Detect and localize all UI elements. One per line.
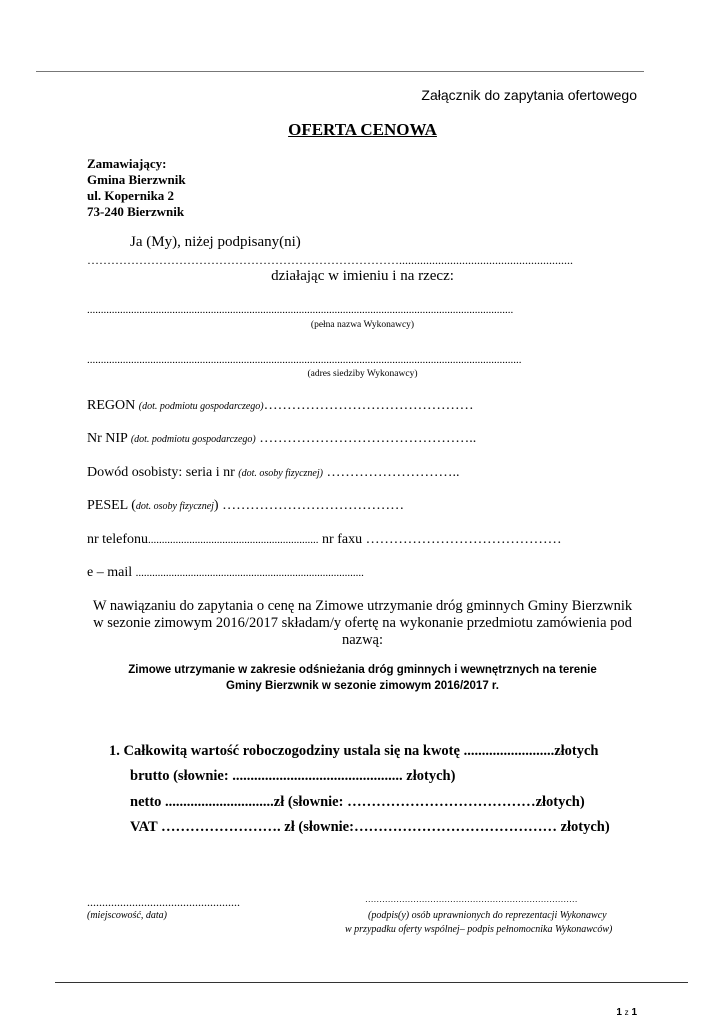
- nip-input[interactable]: ………………………………………..: [259, 431, 477, 446]
- signature-caption-1: (podpis(y) osób uprawnionych do reprezentacji Wykonawcy: [368, 910, 607, 921]
- signature-caption-2: w przypadku oferty wspólnej– podpis pełnomocnika Wykonawców): [345, 924, 613, 935]
- place-date-field[interactable]: ...................................................: [87, 895, 240, 909]
- id-label: Dowód osobisty: seria i nr: [87, 465, 235, 480]
- email-label: e – mail: [87, 565, 133, 580]
- page-current: 1: [616, 1007, 622, 1018]
- phone-input[interactable]: ..............................................................: [148, 534, 319, 546]
- regon-row: [87, 398, 474, 414]
- buyer-name: Gmina Bierzwnik: [87, 172, 186, 187]
- nip-label: Nr NIP: [87, 431, 128, 446]
- id-input[interactable]: ………………………..: [326, 465, 460, 480]
- regon-label: REGON: [87, 398, 136, 413]
- pricing-item-1[interactable]: 1. Całkowitą wartość roboczogodziny ustala się na kwotę .........................złotych: [109, 743, 599, 759]
- attachment-note: Załącznik do zapytania ofertowego: [421, 87, 637, 103]
- regon-note: (dot. podmiotu gospodarczego): [138, 401, 264, 412]
- id-row: [87, 465, 459, 481]
- subject-line-2: Gminy Bierzwnik w sezonie zimowym 2016/2017 r.: [226, 680, 499, 692]
- fax-label: nr faxu: [322, 532, 363, 547]
- document-title: OFERTA CENOWA: [288, 120, 437, 139]
- contractor-name-caption: (pełna nazwa Wykonawcy): [310, 320, 415, 330]
- page-number: [616, 1007, 637, 1018]
- contractor-name-field[interactable]: ...........................................................................................................................................................: [87, 304, 514, 316]
- page-total: 1: [631, 1007, 637, 1018]
- pesel-note: dot. osoby fizycznej: [135, 501, 214, 512]
- pesel-input[interactable]: …………………………………: [222, 498, 405, 513]
- signature-field[interactable]: …………………………………………………………………: [365, 894, 578, 904]
- pricing-item-3[interactable]: netto ..............................zł (słownie: …………………………………złotych): [130, 794, 585, 810]
- pricing-item-4[interactable]: VAT ……………………. zł (słownie:…………………………………… złotych): [130, 819, 610, 835]
- email-row: [87, 565, 364, 581]
- pesel-close: ): [213, 498, 219, 513]
- declaration-intro: Ja (My), niżej podpisany(ni): [130, 234, 301, 250]
- email-input[interactable]: ...................................................................................: [135, 567, 364, 579]
- contractor-address-caption: (adres siedziby Wykonawcy): [307, 369, 418, 379]
- buyer-city: 73-240 Bierzwnik: [87, 204, 185, 219]
- subject-line-1: Zimowe utrzymanie w zakresie odśnieżania dróg gminnych i wewnętrznych na terenie: [128, 664, 597, 676]
- reference-line-2: w sezonie zimowym 2016/2017 składam/y ofertę na wykonanie przedmiotu zamówienia pod: [93, 615, 632, 631]
- nip-note: (dot. podmiotu gospodarczego): [130, 434, 256, 445]
- acting-on-behalf: działając w imieniu i na rzecz:: [271, 268, 454, 284]
- pricing-item-2[interactable]: brutto (słownie: ............................................... złotych): [130, 768, 456, 784]
- phone-fax-row: [87, 532, 562, 548]
- header-rule: [36, 71, 644, 72]
- nip-row: [87, 431, 476, 447]
- pesel-label: PESEL (: [87, 498, 136, 513]
- reference-line-1: W nawiązaniu do zapytania o cenę na Zimowe utrzymanie dróg gminnych Gminy Bierzwnik: [92, 598, 633, 614]
- regon-input[interactable]: ………………………………………: [263, 398, 474, 413]
- buyer-street: ul. Kopernika 2: [87, 188, 175, 203]
- fax-input[interactable]: ……………………………………: [365, 532, 562, 547]
- page-separator: z: [624, 1008, 629, 1017]
- footer-rule: [55, 982, 688, 983]
- pesel-row: [87, 498, 404, 514]
- declaration-dots[interactable]: ……………………………………………………………………..........................................................: [87, 253, 573, 267]
- place-date-caption: (miejscowość, data): [87, 910, 167, 921]
- id-note: (dot. osoby fizycznej): [238, 468, 323, 479]
- contractor-address-field[interactable]: ..............................................................................................................................................................: [87, 354, 522, 366]
- phone-label: nr telefonu: [87, 532, 149, 547]
- reference-line-3: nazwą:: [341, 632, 384, 648]
- buyer-label: Zamawiający:: [87, 156, 167, 171]
